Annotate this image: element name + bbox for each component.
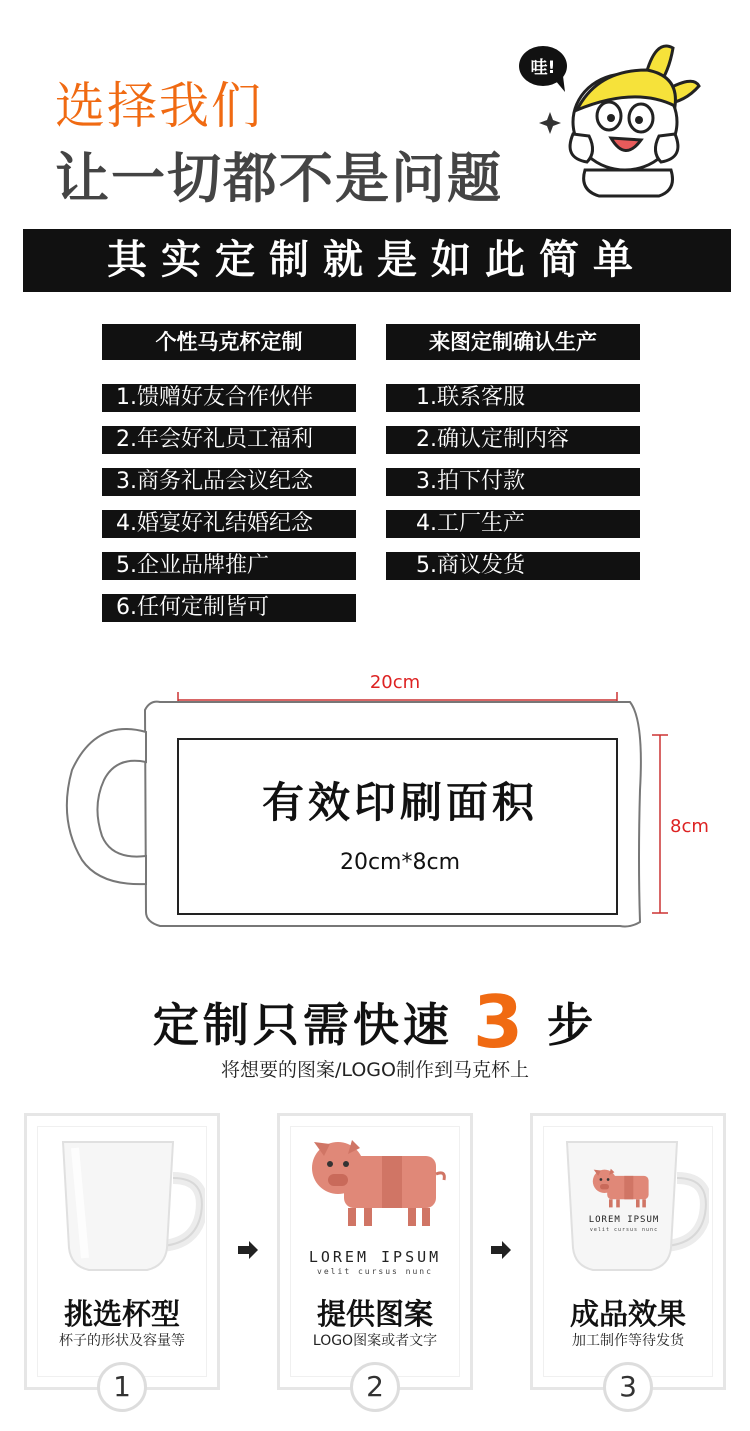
step-number: 2 [350,1362,400,1412]
height-dimension-label: 8cm [670,816,709,837]
intro-banner: 其实定制就是如此简单 [23,229,731,292]
right-column [386,324,640,580]
print-area-title: 有效印刷面积 [261,778,538,827]
steps-heading-text: 定制只需快速 [152,998,453,1052]
arrow-right-icon [238,1240,258,1260]
step-number: 1 [97,1362,147,1412]
printed-mug-icon [559,1138,709,1278]
list-item: 3.拍下付款 [386,468,640,496]
mascot-illustration [515,30,705,200]
list-item: 5.商议发货 [386,552,640,580]
step-title: 挑选杯型 [63,1297,180,1331]
left-column [102,324,356,622]
white-mug-icon [55,1138,205,1278]
step-description: 加工制作等待发货 [572,1333,684,1349]
header-title: 选择我们 [55,77,263,135]
right-column-title: 来图定制确认生产 [386,324,640,360]
logo-text: LOREM IPSUM [308,1248,442,1266]
step-title: 成品效果 [569,1297,686,1331]
list-item: 2.确认定制内容 [386,426,640,454]
arrow-right-icon [491,1240,511,1260]
steps-subtitle: 将想要的图案/LOGO制作到马克杯上 [221,1059,529,1081]
list-item: 4.工厂生产 [386,510,640,538]
pig-logo-icon [308,1134,448,1232]
print-area-size: 20cm*8cm [339,850,461,875]
logo-subtext: velit cursus nunc [317,1267,433,1276]
step-card-1 [24,1113,220,1403]
step-card-2 [277,1113,473,1403]
step-title: 提供图案 [316,1297,433,1331]
list-item: 4.婚宴好礼结婚纪念 [102,510,356,538]
step-number: 3 [603,1362,653,1412]
list-item: 3.商务礼品会议纪念 [102,468,356,496]
list-item: 5.企业品牌推广 [102,552,356,580]
mascot-bubble-text: 哇! [530,58,556,78]
mug-logo-text: LOREM IPSUM [588,1215,660,1225]
width-dimension-label: 20cm [369,672,421,693]
header-subtitle: 让一切都不是问题 [55,147,503,210]
steps-heading-number: 3 [472,980,528,1064]
mug-logo-subtext: velit cursus nunc [589,1227,659,1233]
left-column-title: 个性马克杯定制 [102,324,356,360]
steps-heading [0,980,750,1064]
list-item: 1.馈赠好友合作伙伴 [102,384,356,412]
steps-heading-suffix: 步 [547,998,598,1052]
list-item: 2.年会好礼员工福利 [102,426,356,454]
step-description: LOGO图案或者文字 [312,1333,438,1349]
list-item: 6.任何定制皆可 [102,594,356,622]
step-card-3 [530,1113,726,1403]
step-description: 杯子的形状及容量等 [59,1333,185,1349]
list-item: 1.联系客服 [386,384,640,412]
